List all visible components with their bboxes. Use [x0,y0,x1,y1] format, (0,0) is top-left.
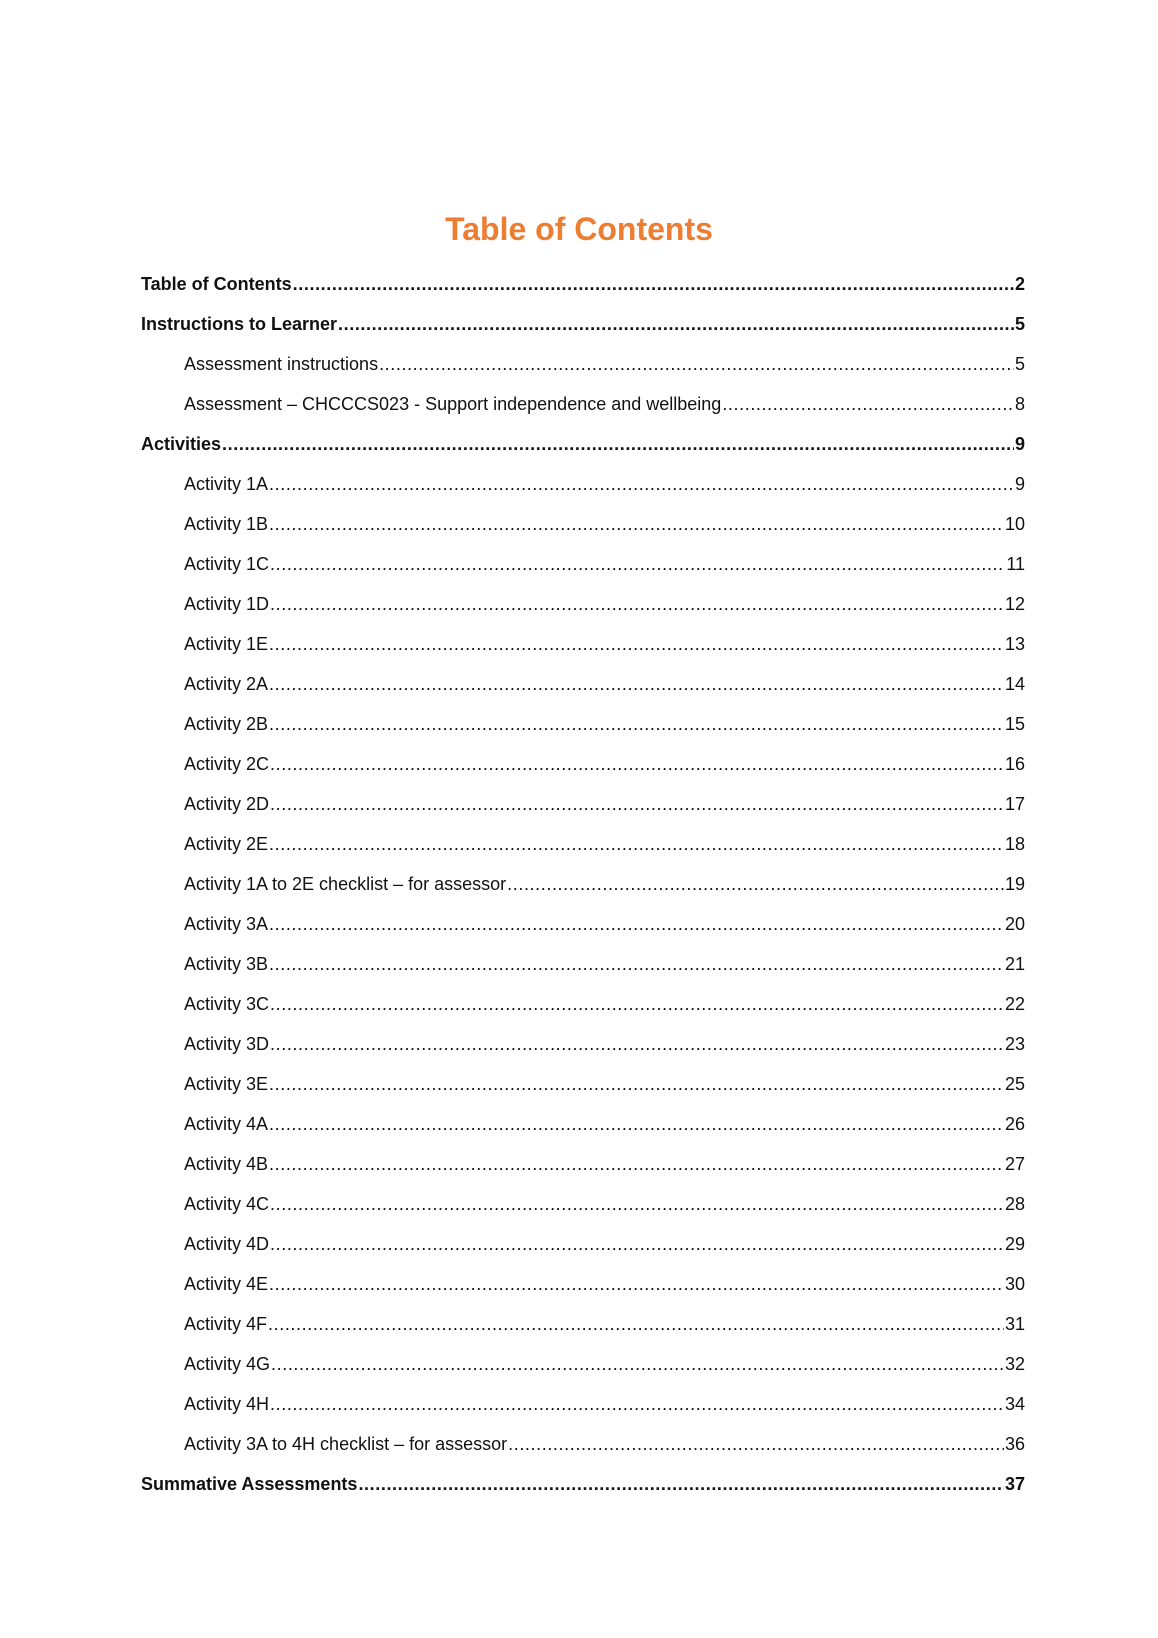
toc-page-number: 9 [1014,474,1025,494]
toc-entry-title: Activity 2A [184,674,269,694]
toc-entry[interactable] [141,1264,1025,1304]
toc-page-number: 9 [1014,434,1025,454]
toc-dot-leader [270,784,1004,824]
toc-entry-title: Activity 1D [184,594,270,614]
toc-entry[interactable] [141,1424,1025,1464]
toc-dot-leader [269,1104,1004,1144]
toc-entry[interactable] [141,744,1025,784]
toc-dot-leader [269,704,1004,744]
toc-entry-title: Instructions to Learner [141,314,338,334]
toc-entry[interactable] [141,1304,1025,1344]
toc-page-number: 37 [1004,1474,1025,1494]
toc-page-number: 36 [1004,1434,1025,1454]
toc-entry[interactable] [141,504,1025,544]
toc-dot-leader [269,944,1004,984]
toc-entry[interactable] [141,1104,1025,1144]
toc-entry-title: Activity 2B [184,714,269,734]
toc-entry[interactable] [141,1024,1025,1064]
toc-entry-title: Activity 3A to 4H checklist – for assessor [184,1434,508,1454]
table-of-contents [141,264,1025,1504]
toc-entry-title: Activity 1B [184,514,269,534]
toc-dot-leader [269,824,1004,864]
toc-page-number: 11 [1006,554,1025,574]
toc-page-number: 2 [1014,274,1025,294]
toc-page-number: 13 [1004,634,1025,654]
toc-page-number: 19 [1004,874,1025,894]
page-title: Table of Contents [445,211,713,248]
toc-page-number: 20 [1004,914,1025,934]
toc-entry[interactable] [141,944,1025,984]
toc-page-number: 12 [1004,594,1025,614]
toc-entry[interactable] [141,584,1025,624]
toc-page-number: 28 [1004,1194,1025,1214]
toc-page-number: 8 [1014,394,1025,414]
toc-page-number: 5 [1014,354,1025,374]
toc-dot-leader [270,1224,1004,1264]
toc-page-number: 17 [1004,794,1025,814]
toc-dot-leader [270,744,1004,784]
toc-entry-title: Activity 4C [184,1194,270,1214]
toc-page-number: 18 [1004,834,1025,854]
toc-dot-leader [269,1264,1004,1304]
toc-dot-leader [379,344,1014,384]
toc-entry-title: Activity 4G [184,1354,271,1374]
toc-dot-leader [269,1144,1004,1184]
toc-entry[interactable] [141,784,1025,824]
toc-page-number: 27 [1004,1154,1025,1174]
toc-entry[interactable] [141,1224,1025,1264]
toc-entry[interactable] [141,1064,1025,1104]
toc-dot-leader [269,504,1004,544]
toc-dot-leader [270,1184,1004,1224]
toc-entry-title: Activity 4B [184,1154,269,1174]
toc-dot-leader [269,1064,1004,1104]
toc-entry[interactable] [141,1144,1025,1184]
toc-entry-title: Activity 3C [184,994,270,1014]
toc-page-number: 26 [1004,1114,1025,1134]
toc-entry[interactable] [141,1464,1025,1504]
toc-entry[interactable] [141,624,1025,664]
toc-page-number: 22 [1004,994,1025,1014]
toc-entry[interactable] [141,664,1025,704]
toc-entry-title: Activity 1C [184,554,270,574]
toc-entry-title: Activity 1A to 2E checklist – for assessor [184,874,507,894]
toc-dot-leader [270,584,1004,624]
toc-page-number: 14 [1004,674,1025,694]
toc-entry-title: Activity 4D [184,1234,270,1254]
toc-entry-title: Activity 1A [184,474,269,494]
toc-entry-title: Activity 4E [184,1274,269,1294]
toc-page-number: 16 [1004,754,1025,774]
toc-entry[interactable] [141,824,1025,864]
toc-dot-leader [507,864,1004,904]
toc-dot-leader [269,624,1004,664]
toc-dot-leader [270,544,1005,584]
toc-dot-leader [268,1304,1004,1344]
toc-entry-title: Assessment instructions [184,354,379,374]
toc-page-number: 5 [1014,314,1025,334]
toc-entry[interactable] [141,1184,1025,1224]
toc-dot-leader [270,1024,1004,1064]
toc-page-number: 25 [1004,1074,1025,1094]
toc-entry-title: Activity 3D [184,1034,270,1054]
toc-entry[interactable] [141,344,1025,384]
toc-entry[interactable] [141,544,1025,584]
toc-entry[interactable] [141,264,1025,304]
toc-dot-leader [338,304,1014,344]
toc-page-number: 31 [1004,1314,1025,1334]
toc-entry-title: Activity 4A [184,1114,269,1134]
toc-page-number: 21 [1004,954,1025,974]
toc-entry-title: Activity 4H [184,1394,270,1414]
toc-page-number: 30 [1004,1274,1025,1294]
toc-dot-leader [269,664,1004,704]
toc-entry-title: Activity 3A [184,914,269,934]
toc-page-number: 29 [1004,1234,1025,1254]
toc-entry[interactable] [141,1344,1025,1384]
toc-entry[interactable] [141,984,1025,1024]
toc-entry-title: Activity 3E [184,1074,269,1094]
toc-entry[interactable] [141,304,1025,344]
toc-dot-leader [271,1344,1004,1384]
toc-dot-leader [269,904,1004,944]
toc-page-number: 34 [1004,1394,1025,1414]
toc-entry[interactable] [141,464,1025,504]
toc-dot-leader [358,1464,1004,1504]
toc-entry-title: Activity 2E [184,834,269,854]
toc-dot-leader [722,384,1014,424]
toc-dot-leader [269,464,1014,504]
toc-entry-title: Activity 4F [184,1314,268,1334]
toc-dot-leader [270,1384,1004,1424]
toc-entry[interactable] [141,424,1025,464]
toc-dot-leader [293,264,1014,304]
toc-entry[interactable] [141,704,1025,744]
toc-entry-title: Activity 3B [184,954,269,974]
toc-entry-title: Activity 2C [184,754,270,774]
toc-page-number: 15 [1004,714,1025,734]
toc-page-number: 32 [1004,1354,1025,1374]
toc-entry[interactable] [141,904,1025,944]
toc-dot-leader [222,424,1014,464]
toc-page-number: 23 [1004,1034,1025,1054]
toc-entry-title: Assessment – CHCCCS023 - Support independence and wellbeing [184,394,722,414]
toc-entry[interactable] [141,1384,1025,1424]
toc-entry-title: Activity 2D [184,794,270,814]
toc-entry[interactable] [141,864,1025,904]
toc-entry-title: Table of Contents [141,274,292,294]
toc-dot-leader [270,984,1004,1024]
toc-entry[interactable] [141,384,1025,424]
toc-entry-title: Activity 1E [184,634,269,654]
toc-entry-title: Activities [141,434,222,454]
toc-page-number: 10 [1004,514,1025,534]
toc-dot-leader [508,1424,1004,1464]
toc-entry-title: Summative Assessments [141,1474,358,1494]
